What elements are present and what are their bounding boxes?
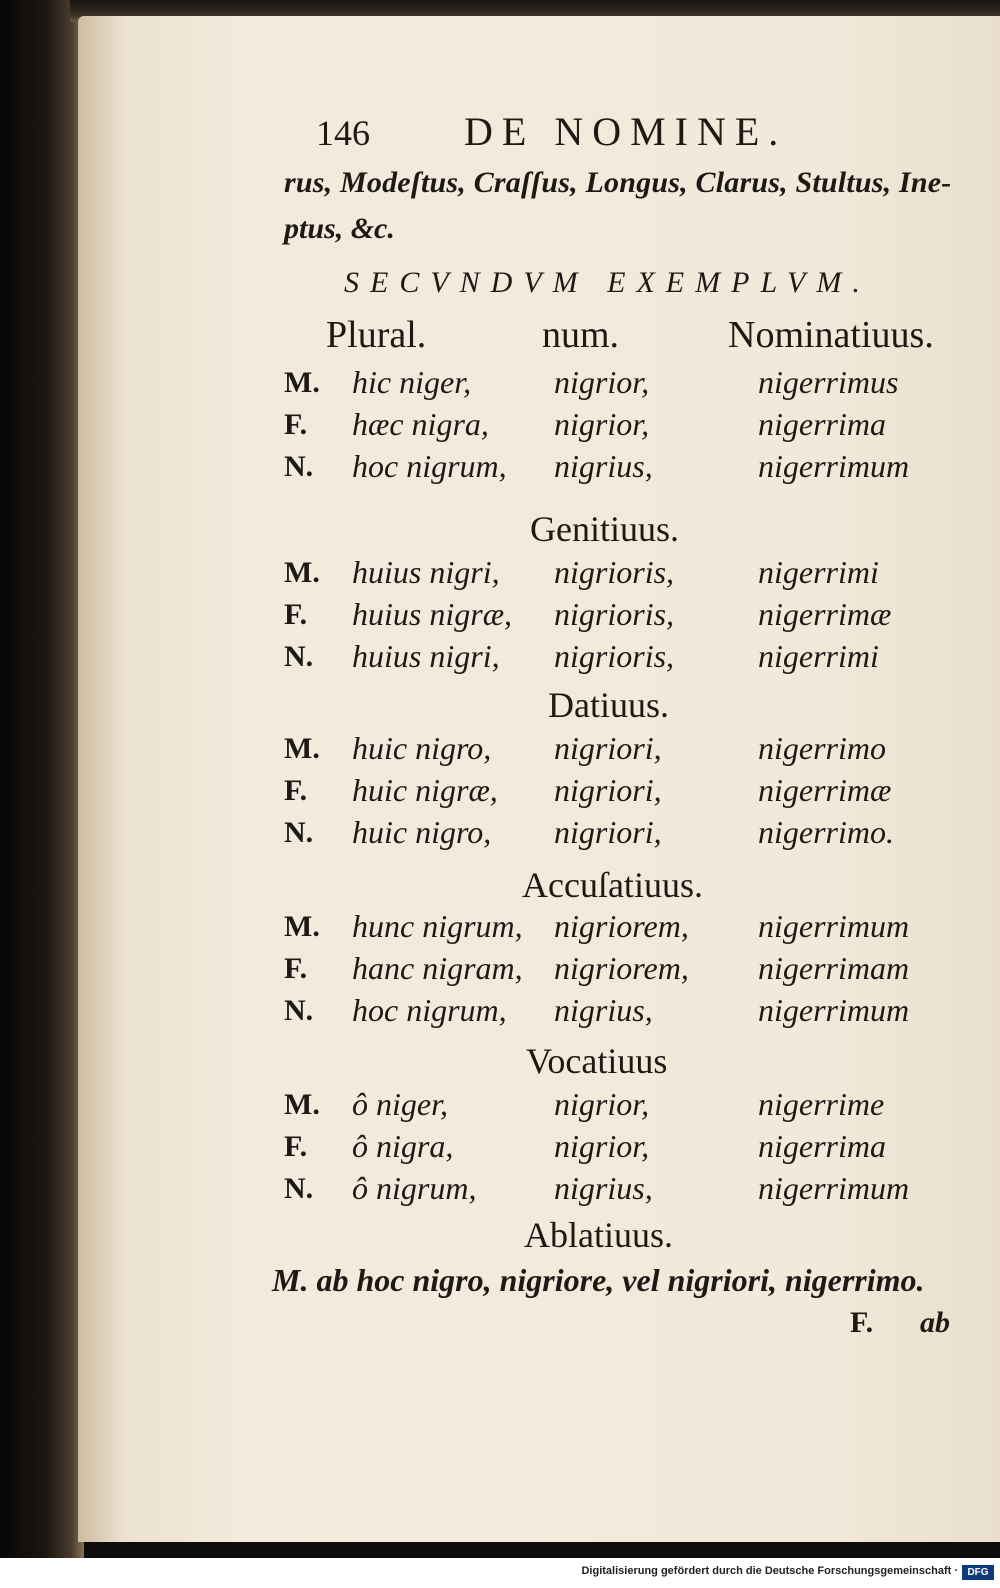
- form-superlative: nigerrimæ: [758, 772, 892, 808]
- gender-label: N.: [284, 994, 314, 1027]
- form-comparative: nigrior,: [554, 406, 650, 442]
- form-comparative: nigrius,: [554, 992, 653, 1028]
- form-comparative: nigrioris,: [554, 638, 675, 674]
- form-superlative: nigerrimam: [758, 950, 910, 986]
- form-superlative: nigerrimus: [758, 364, 899, 400]
- gender-label: M.: [284, 910, 320, 943]
- form-superlative: nigerrimum: [758, 1170, 910, 1206]
- form-comparative: nigrior,: [554, 1128, 650, 1164]
- form-superlative: nigerrimi: [758, 554, 879, 590]
- catchword-letter: F.: [850, 1306, 874, 1339]
- header-num: num.: [542, 314, 620, 356]
- form-positive: hoc nigrum,: [352, 448, 507, 484]
- form-positive: huic nigro,: [352, 814, 492, 850]
- book-page: [78, 16, 1000, 1542]
- gender-label: N.: [284, 1172, 314, 1205]
- gender-label: F.: [284, 408, 308, 441]
- continuation-line: ptus, &c.: [284, 212, 395, 245]
- form-superlative: nigerrime: [758, 1086, 885, 1122]
- header-plural: Plural.: [326, 314, 427, 356]
- form-superlative: nigerrimæ: [758, 596, 892, 632]
- dfg-logo: DFG: [962, 1565, 994, 1580]
- form-positive: ô niger,: [352, 1086, 448, 1122]
- case-heading: Ablatiuus.: [524, 1215, 673, 1255]
- form-comparative: nigrius,: [554, 1170, 653, 1206]
- form-comparative: nigrior,: [554, 1086, 650, 1122]
- page-number: 146: [316, 113, 370, 153]
- gender-label: M.: [284, 366, 320, 399]
- gender-label: F.: [284, 1130, 308, 1163]
- form-comparative: nigriorem,: [554, 908, 689, 944]
- gender-label: F.: [284, 952, 308, 985]
- form-positive: huius nigræ,: [352, 596, 513, 632]
- form-positive: hoc nigrum,: [352, 992, 507, 1028]
- form-superlative: nigerrimo.: [758, 814, 894, 850]
- form-comparative: nigriori,: [554, 730, 662, 766]
- form-superlative: nigerrimi: [758, 638, 879, 674]
- form-superlative: nigerrimum: [758, 908, 910, 944]
- digitization-credit: Digitalisierung gefördert durch die Deutsche Forschungsgemeinschaft ·: [581, 1565, 958, 1577]
- form-comparative: nigriorem,: [554, 950, 689, 986]
- case-heading: Genitiuus.: [530, 509, 679, 549]
- form-comparative: nigrius,: [554, 448, 653, 484]
- running-head: DE NOMINE.: [464, 109, 788, 154]
- catchword: ab: [920, 1306, 950, 1339]
- form-comparative: nigrioris,: [554, 596, 675, 632]
- form-positive: ô nigra,: [352, 1128, 454, 1164]
- form-superlative: nigerrimo: [758, 730, 886, 766]
- gender-label: F.: [284, 774, 308, 807]
- header-nominative: Nominatiuus.: [728, 314, 934, 356]
- form-positive: hunc nigrum,: [352, 908, 523, 944]
- form-positive: hæc nigra,: [352, 406, 489, 442]
- section-title: SECVNDVM EXEMPLVM.: [344, 266, 871, 299]
- form-positive: huius nigri,: [352, 554, 500, 590]
- gender-label: N.: [284, 816, 314, 849]
- ablative-line: M. ab hoc nigro, nigriore, vel nigriori, nigerrimo.: [272, 1262, 925, 1298]
- form-comparative: nigriori,: [554, 772, 662, 808]
- form-superlative: nigerrima: [758, 1128, 886, 1164]
- gender-label: M.: [284, 556, 320, 589]
- form-positive: huic nigræ,: [352, 772, 498, 808]
- form-comparative: nigrior,: [554, 364, 650, 400]
- continuation-line: rus, Modeſtus, Craſſus, Longus, Clarus, Stultus, Ine-: [284, 166, 952, 199]
- form-positive: ô nigrum,: [352, 1170, 477, 1206]
- form-superlative: nigerrimum: [758, 448, 910, 484]
- form-positive: hanc nigram,: [352, 950, 523, 986]
- gender-label: N.: [284, 450, 314, 483]
- gender-label: F.: [284, 598, 308, 631]
- form-positive: hic niger,: [352, 364, 472, 400]
- gender-label: M.: [284, 732, 320, 765]
- case-heading: Accuſatiuus.: [522, 865, 703, 905]
- form-superlative: nigerrima: [758, 406, 886, 442]
- form-superlative: nigerrimum: [758, 992, 910, 1028]
- case-heading: Datiuus.: [548, 685, 669, 725]
- form-comparative: nigrioris,: [554, 554, 675, 590]
- gender-label: N.: [284, 640, 314, 673]
- case-heading: Vocatiuus: [526, 1041, 668, 1081]
- form-positive: huius nigri,: [352, 638, 500, 674]
- form-positive: huic nigro,: [352, 730, 492, 766]
- form-comparative: nigriori,: [554, 814, 662, 850]
- book-spine-shadow: [0, 0, 84, 1558]
- gender-label: M.: [284, 1088, 320, 1121]
